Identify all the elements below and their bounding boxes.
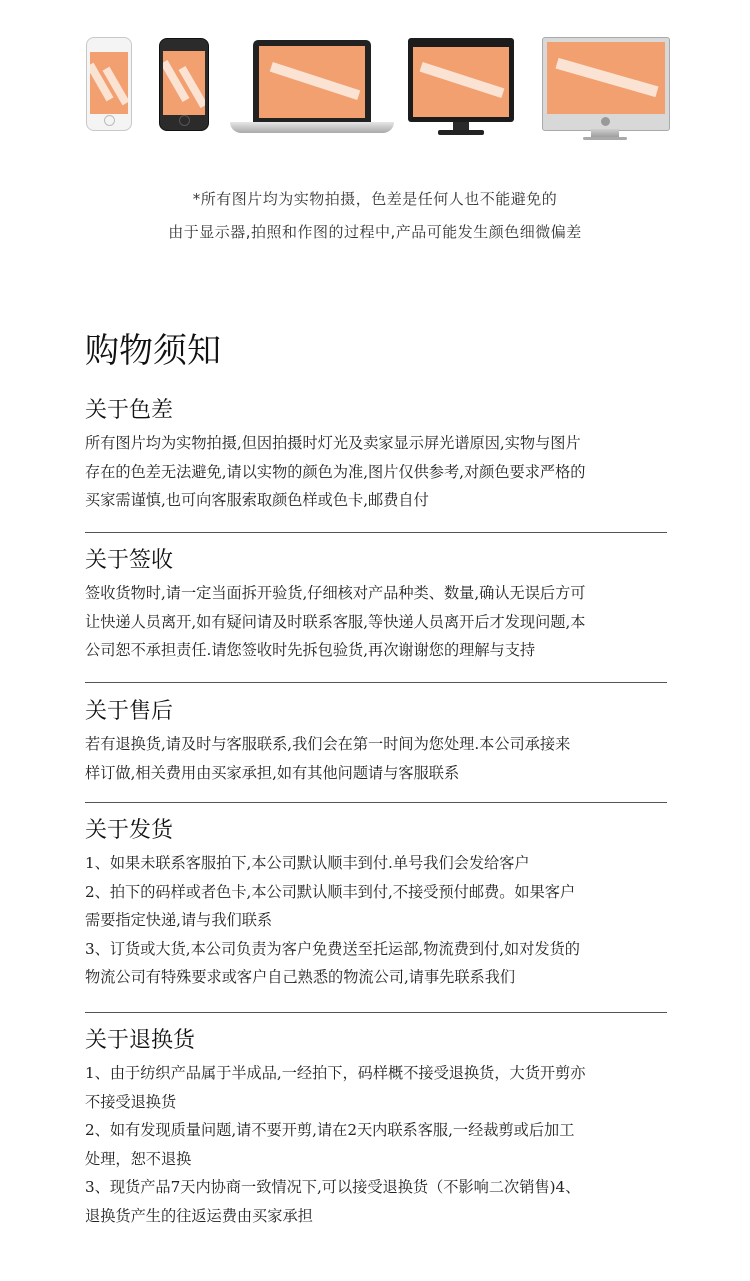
section-line: 1、由于纺织产品属于半成品,一经拍下，码样概不接受退换货，大货开剪亦 — [85, 1064, 586, 1082]
section-line: 存在的色差无法避免,请以实物的颜色为准,图片仅供参考,对颜色要求严格的 — [85, 462, 586, 481]
section-shipping — [85, 817, 667, 992]
laptop-illustration — [253, 40, 371, 122]
monitor-screen — [413, 47, 509, 117]
phone-screen — [90, 52, 128, 114]
section-line: 样订做,相关费用由买家承担,如有其他问题请与客服联系 — [85, 763, 460, 782]
laptop-screen — [259, 46, 365, 118]
desktop-screen — [547, 42, 665, 114]
section-line: 2、拍下的码样或者色卡,本公司默认顺丰到付,不接受预付邮费。如果客户 — [85, 882, 576, 901]
section-line: 1、如果未联系客服拍下,本公司默认顺丰到付.单号我们会发给客户 — [85, 854, 530, 872]
section-line: 公司恕不承担责任.请您签收时先拆包验货,再次谢谢您的理解与支持 — [85, 641, 536, 659]
section-line: 处理，恕不退换 — [85, 1149, 192, 1168]
disclaimer-line-1: *所有图片均为实物拍摄，色差是任何人也不能避免的 — [192, 190, 558, 208]
section-line: 需要指定快递,请与我们联系 — [85, 911, 273, 929]
section-line: 退换货产生的往返运费由买家承担 — [85, 1206, 313, 1225]
desktop-computer-illustration — [542, 37, 670, 131]
section-line: 所有图片均为实物拍摄,但因拍摄时灯光及卖家显示屏光谱原因,实物与图片 — [85, 434, 581, 452]
section-line: 买家需谨慎,也可向客服索取颜色样或色卡,邮费自付 — [85, 491, 429, 509]
section-line: 3、订货或大货,本公司负责为客户免费送至托运部,物流费到付,如对发货的 — [85, 939, 580, 958]
section-heading: 关于色差 — [85, 398, 174, 423]
apple-logo-icon — [601, 117, 610, 126]
laptop-base — [230, 122, 394, 133]
section-after-sales — [85, 698, 667, 787]
section-signing — [85, 547, 667, 665]
device-preview-banner — [0, 0, 750, 150]
black-phone-illustration — [159, 38, 209, 131]
section-heading: 关于售后 — [85, 699, 174, 724]
section-line: 签收货物时,请一定当面拆开验货,仔细核对产品种类、数量,确认无误后方可 — [85, 584, 586, 602]
section-line: 不接受退换货 — [85, 1092, 177, 1111]
white-phone-illustration — [86, 37, 132, 131]
phone-screen — [163, 51, 205, 115]
disclaimer-line-2: 由于显示器,拍照和作图的过程中,产品可能发生颜色细微偏差 — [168, 223, 582, 241]
section-line: 让快递人员离开,如有疑问请及时联系客服,等快递人员离开后才发现问题,本 — [85, 612, 586, 631]
section-divider — [85, 532, 667, 533]
section-divider — [85, 1012, 667, 1013]
section-line: 物流公司有特殊要求或客户自己熟悉的物流公司,请事先联系我们 — [85, 968, 516, 986]
page-title: 购物须知 — [85, 331, 221, 371]
section-heading: 关于签收 — [85, 548, 174, 573]
monitor-illustration — [408, 38, 514, 122]
section-line: 3、现货产品7天内协商一致情况下,可以接受退换货（不影响二次销售)4、 — [85, 1178, 581, 1196]
section-color-difference — [85, 397, 667, 515]
section-heading: 关于退换货 — [85, 1028, 196, 1053]
section-line: 2、如有发现质量问题,请不要开剪,请在2天内联系客服,一经裁剪或后加工 — [85, 1121, 575, 1139]
section-divider — [85, 682, 667, 683]
section-returns — [85, 1027, 667, 1230]
section-heading: 关于发货 — [85, 818, 174, 843]
section-line: 若有退换货,请及时与客服联系,我们会在第一时间为您处理.本公司承接来 — [85, 735, 571, 753]
section-divider — [85, 802, 667, 803]
